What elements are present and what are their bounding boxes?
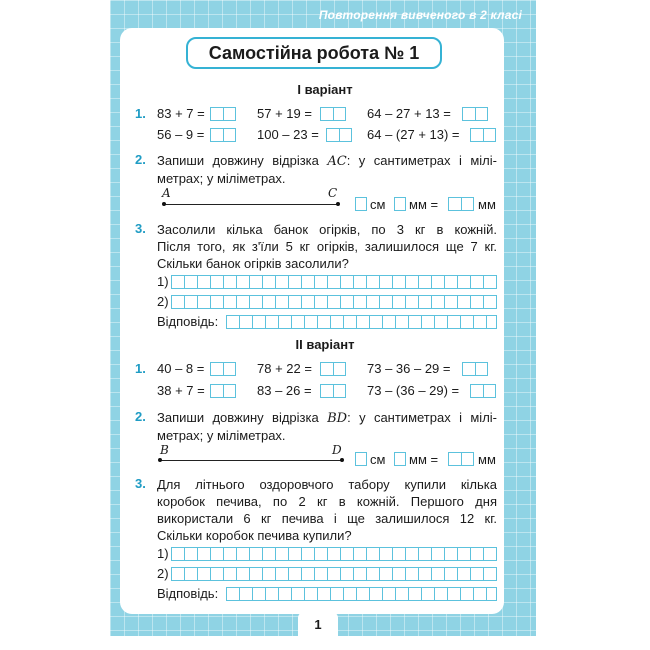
mm-total-box[interactable] <box>448 197 474 211</box>
v1-answer-box[interactable] <box>320 107 346 121</box>
v2-answer-box[interactable] <box>320 362 346 376</box>
mm-total-box[interactable] <box>448 452 474 466</box>
v1-answer-box[interactable] <box>210 128 236 142</box>
v2-answer-box[interactable] <box>320 384 346 398</box>
answer-label: Відповідь: <box>157 586 219 601</box>
v1-expr: 64 – 27 + 13 = <box>367 106 451 121</box>
v2-answer-box[interactable] <box>210 384 236 398</box>
v2-task2-number: 2. <box>135 409 146 424</box>
answer-label: Відповідь: <box>157 314 219 329</box>
v2-answer-box[interactable] <box>462 362 488 376</box>
v2-expr: 83 – 26 = <box>257 383 312 398</box>
point-b <box>158 458 162 462</box>
v2-task3-number: 3. <box>135 476 146 491</box>
point-a <box>162 202 166 206</box>
v1-expr: 83 + 7 = <box>157 106 205 121</box>
v2-task3-text: Для літнього оздоровчого табору купили кілька коробок печива, по 2 кг в кожній. Першого дня використали 6 кг печива і ще залишилося 12 кг. Скільки коробок печива купили? <box>157 477 497 543</box>
v2-expr: 38 + 7 = <box>157 383 205 398</box>
step-2-label: 2) <box>157 294 169 309</box>
v1-expr: 64 – (27 + 13) = <box>367 127 460 142</box>
v1-answer-box[interactable] <box>462 107 488 121</box>
v1-task3-number: 3. <box>135 221 146 236</box>
variant-2-heading: ІІ варіант <box>295 337 355 352</box>
step-1-label: 1) <box>157 546 169 561</box>
unit-mm: мм <box>478 197 496 212</box>
point-c <box>336 202 340 206</box>
point-d-label: D <box>332 443 342 457</box>
cm-box[interactable] <box>355 452 367 466</box>
point-d <box>340 458 344 462</box>
unit-cm: см <box>370 197 386 212</box>
v1-task2-number: 2. <box>135 152 146 167</box>
step-1-grid[interactable] <box>171 275 497 289</box>
page-title: Самостійна робота № 1 <box>208 42 420 63</box>
v1-expr: 100 – 23 = <box>257 127 319 142</box>
v1-expr: 57 + 19 = <box>257 106 312 121</box>
v1-task2-text: Запиши довжину відрізка AC: у сантиметрах і мілі- метрах; у міліметрах. <box>157 153 497 186</box>
point-a-label: A <box>162 186 171 200</box>
v1-answer-box[interactable] <box>326 128 352 142</box>
v2-answer-box[interactable] <box>470 384 496 398</box>
v2-task1-number: 1. <box>135 361 146 376</box>
v1-task3-text: Засолили кілька банок огірків, по 3 кг в кожній. Після того, як з'їли 5 кг огірків, залишилося ще 7 кг. Скільки банок огірків засолили? <box>157 222 497 271</box>
unit-mm: мм <box>478 452 496 467</box>
answer-grid[interactable] <box>226 587 497 601</box>
unit-mm-eq: мм = <box>409 197 439 212</box>
unit-cm: см <box>370 452 386 467</box>
step-1-label: 1) <box>157 274 169 289</box>
step-2-label: 2) <box>157 566 169 581</box>
mm-box[interactable] <box>394 197 406 211</box>
running-title: Повторення вивченого в 2 класі <box>318 8 522 22</box>
answer-grid[interactable] <box>226 315 497 329</box>
variant-1-heading: І варіант <box>297 82 353 97</box>
step-2-grid[interactable] <box>171 295 497 309</box>
mm-box[interactable] <box>394 452 406 466</box>
v2-expr: 73 – (36 – 29) = <box>367 383 460 398</box>
v2-answer-box[interactable] <box>210 362 236 376</box>
v2-expr: 78 + 22 = <box>257 361 312 376</box>
segment-ac <box>164 204 338 205</box>
v2-expr: 40 – 8 = <box>157 361 205 376</box>
unit-mm-eq: мм = <box>409 452 439 467</box>
title-box <box>186 37 442 69</box>
step-1-grid[interactable] <box>171 547 497 561</box>
cm-box[interactable] <box>355 197 367 211</box>
v1-expr: 56 – 9 = <box>157 127 205 142</box>
page-number: 1 <box>314 617 322 632</box>
point-b-label: B <box>160 443 169 457</box>
v1-answer-box[interactable] <box>470 128 496 142</box>
v2-expr: 73 – 36 – 29 = <box>367 361 451 376</box>
v2-task2-text: Запиши довжину відрізка BD: у сантиметрах і мілі- метрах; у міліметрах. <box>157 410 497 443</box>
step-2-grid[interactable] <box>171 567 497 581</box>
v1-answer-box[interactable] <box>210 107 236 121</box>
v1-task1-number: 1. <box>135 106 146 121</box>
segment-bd <box>160 460 342 461</box>
point-c-label: C <box>328 186 338 200</box>
